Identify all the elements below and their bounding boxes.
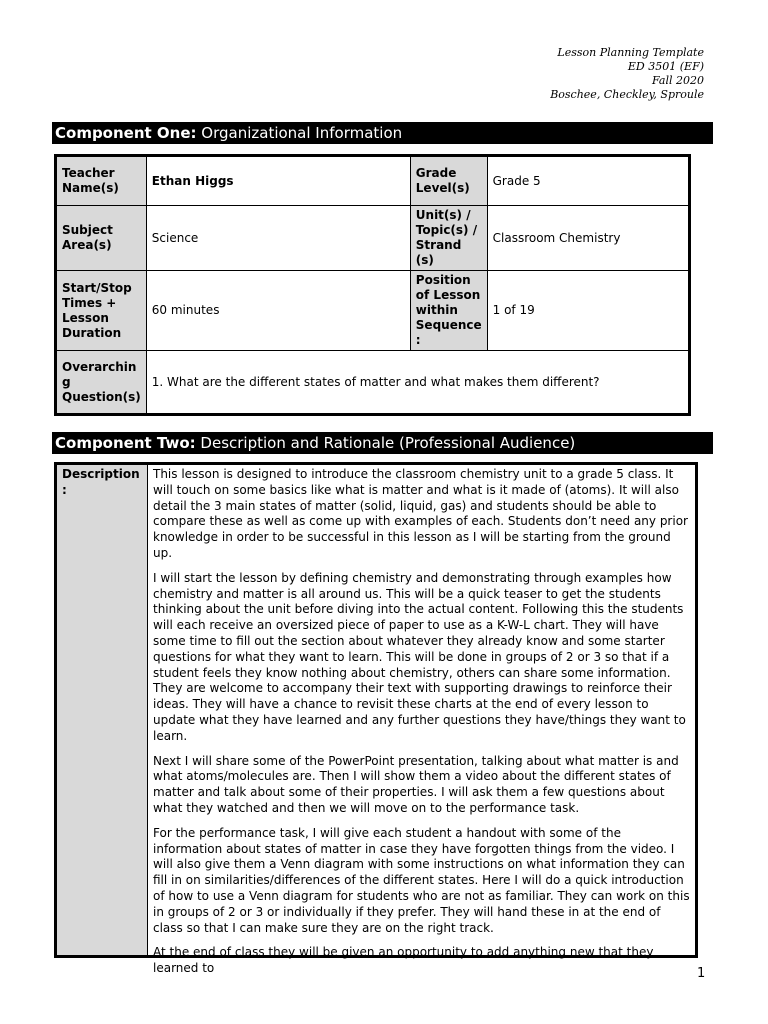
component-two-bold: Component Two: [55,434,196,452]
subject-area-value: Science [146,206,410,271]
unit-topic-value: Classroom Chemistry [487,206,689,271]
component-one-title: Organizational Information [196,124,403,142]
lesson-position-value: 1 of 19 [487,271,689,351]
component-one-bold: Component One: [55,124,197,142]
description-label: Description : [56,464,148,957]
subject-area-label: Subject Area(s) [56,206,147,271]
header-template-title: Lesson Planning Template [557,46,704,59]
description-paragraph-5: At the end of class they will be given an opportunity to add anything new that they learned to [153,945,654,976]
description-body [148,464,697,976]
table-row [56,271,690,351]
unit-topic-label: Unit(s) / Topic(s) / Strand (s) [410,206,487,271]
page-number: 1 [697,966,706,981]
description-text [153,467,690,976]
header-course-code: ED 3501 (EF) [627,60,704,73]
header-authors: Boschee, Checkley, Sproule [550,88,704,101]
description-paragraph-3: Next I will share some of the PowerPoint presentation, talking about what matter is and what atoms/molecules are. Then I will show them a video about the different states of matter and talk about some of their properties. I will ask them a few questions about what they watched and then we will move on to the performance task. [153,753,679,815]
start-stop-label: Start/Stop Times + Lesson Duration [56,271,147,351]
table-row [56,206,690,271]
table-row [56,351,690,415]
lesson-position-label: Position of Lesson within Sequence : [410,271,487,351]
grade-level-label: Grade Level(s) [410,156,487,206]
table-row [56,156,690,206]
teacher-name-label: Teacher Name(s) [56,156,147,206]
overarching-question-label: Overarchin g Question(s) [56,351,147,415]
description-paragraph-1: This lesson is designed to introduce the classroom chemistry unit to a grade 5 class. It will touch on some basics like what is matter and what is it made of (atoms). It will also detail the 3 main states of matter (solid, liquid, gas) and students should be able to compare these as well as come up with examples of each. Students don’t need any prior knowledge in order to be successful in this lesson as I will be starting from the ground up. [153,467,688,560]
table-row [56,464,697,957]
organizational-info-table [54,154,691,416]
start-stop-value: 60 minutes [146,271,410,351]
description-table [54,462,698,976]
component-one-heading [52,122,713,144]
description-paragraph-2: I will start the lesson by defining chemistry and demonstrating through examples how chemistry and matter is all around us. This will be a quick teaser to get the students thinking about the unit before diving into the actual content. Following this the students will each receive an oversized piece of paper to use as a K-W-L chart. They will have some time to fill out the section about whatever they already know and some starter questions for what they want to learn. This will be done in groups of 2 or 3 so that if a student feels they know nothing about chemistry, others can share some information. They are welcome to accompany their text with supporting drawings to reinforce their ideas. They will have a chance to revisit these charts at the end of every lesson to update what they have learned and any further questions they have/things they want to learn. [153,570,686,743]
header-term: Fall 2020 [652,74,704,87]
document-header [550,46,704,102]
teacher-name-value: Ethan Higgs [146,156,410,206]
overarching-question-value: 1. What are the different states of matter and what makes them different? [146,351,689,415]
component-two-title: Description and Rationale (Professional Audience) [195,434,576,452]
component-two-heading [52,432,713,454]
grade-level-value: Grade 5 [487,156,689,206]
description-paragraph-4: For the performance task, I will give each student a handout with some of the information about states of matter in case they have forgotten things from the video. I will also give them a Venn diagram with some instructions on what information they can fill in on similarities/differences of the different states. Here I will do a quick introduction of how to use a Venn diagram for students who are not as familiar. They can work on this in groups of 2 or 3 or individually if they prefer. They will hand these in at the end of class so that I can make sure they are on the right track. [153,825,690,935]
